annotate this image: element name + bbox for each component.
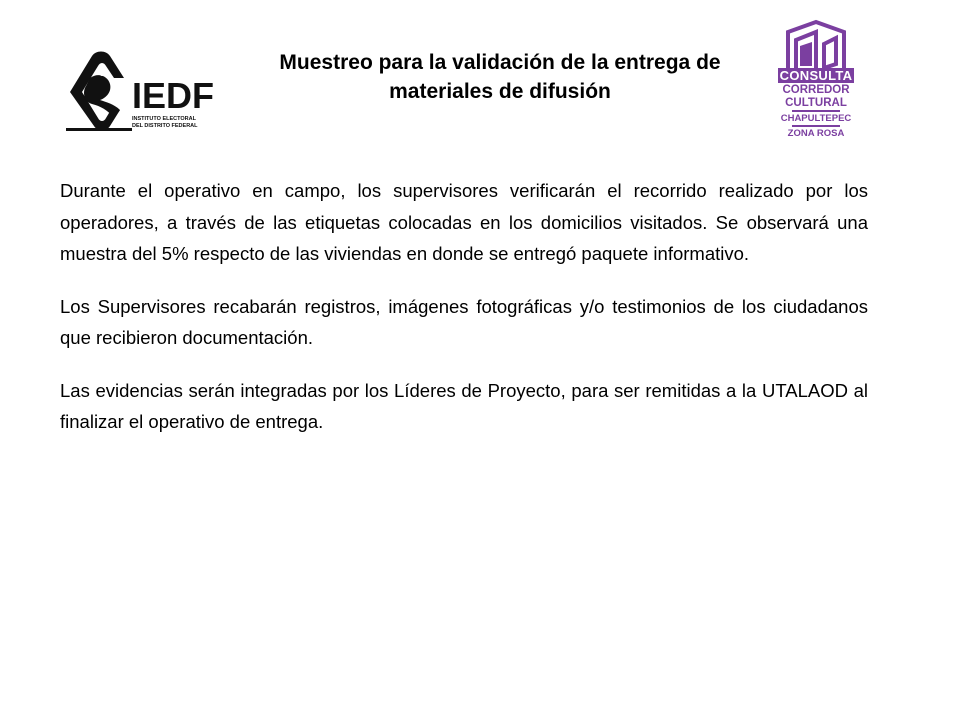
consulta-line-cultural: CULTURAL [785, 97, 847, 109]
consulta-label: CONSULTA [779, 68, 853, 83]
iedf-subtitle-line2: DEL DISTRITO FEDERAL [132, 122, 198, 129]
page-title-line1: Muestreo para la validación de la entrega de [279, 51, 721, 74]
iedf-subtitle [132, 116, 198, 129]
iedf-subtitle-line1: INSTITUTO ELECTORAL [132, 116, 196, 122]
paragraph-evidencias: Las evidencias serán integradas por los Líderes de Proyecto, para ser remitidas a la UTALAOD al finalizar el operativo de entrega. [60, 379, 868, 432]
page-title-line2: materiales de difusión [389, 80, 611, 103]
consulta-logo [774, 18, 858, 142]
paragraph-supervisores: Los Supervisores recabarán registros, imágenes fotográficas y/o testimonios de los ciudadanos que recibieron documentación. [60, 295, 868, 348]
iedf-logo [62, 48, 215, 134]
paragraph-operativo: Durante el operativo en campo, los supervisores verificarán el recorrido realizado por los operadores, a través de las etiquetas colocadas en los domicilios visitados. Se observará una muestra del 5% respecto de las viviendas en donde se entregó paquete informativo. [60, 180, 868, 264]
consulta-line-zona-rosa: ZONA ROSA [787, 128, 845, 139]
body-text [60, 175, 868, 459]
consulta-building-icon [774, 18, 858, 70]
consulta-line-corredor: CORREDOR [782, 84, 850, 96]
consulta-line-chapultepec: CHAPULTEPEC [780, 113, 852, 124]
iedf-mark: IEDF [132, 75, 215, 116]
page-title [230, 48, 770, 106]
